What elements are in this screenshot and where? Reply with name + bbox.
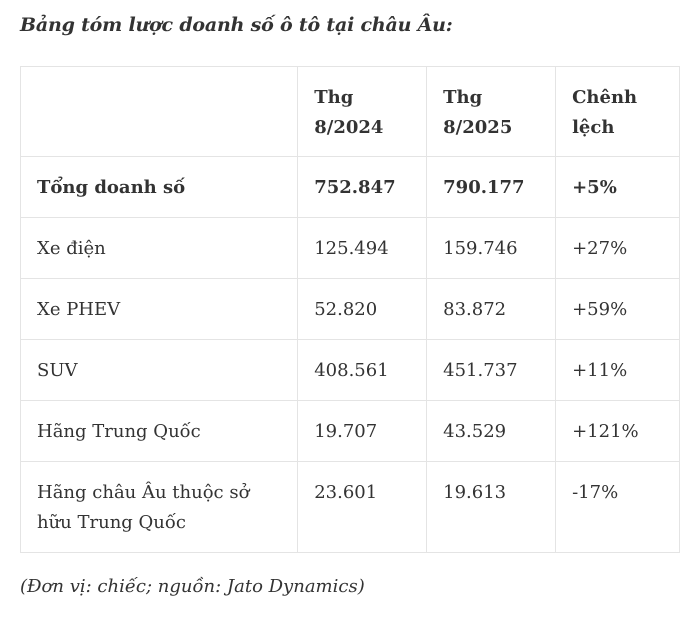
row-label: Tổng doanh số (21, 157, 298, 218)
row-label: Hãng châu Âu thuộc sở hữu Trung Quốc (21, 462, 298, 553)
cell-aug-2025: 43.529 (427, 401, 556, 462)
header-cell-aug-2024: Thg 8/2024 (298, 67, 427, 157)
cell-aug-2024: 408.561 (298, 340, 427, 401)
cell-change: +59% (556, 279, 680, 340)
table-row (21, 340, 680, 401)
cell-change: +5% (556, 157, 680, 218)
header-cell-empty (21, 67, 298, 157)
table-row (21, 279, 680, 340)
row-label: Xe điện (21, 218, 298, 279)
row-label: Hãng Trung Quốc (21, 401, 298, 462)
cell-change: +27% (556, 218, 680, 279)
cell-aug-2025: 451.737 (427, 340, 556, 401)
table-row (21, 157, 680, 218)
cell-change: +11% (556, 340, 680, 401)
table-header-row (21, 67, 680, 157)
cell-change: -17% (556, 462, 680, 553)
header-cell-aug-2025: Thg 8/2025 (427, 67, 556, 157)
table-row (21, 401, 680, 462)
row-label: SUV (21, 340, 298, 401)
sales-summary-table (20, 66, 680, 553)
cell-aug-2024: 125.494 (298, 218, 427, 279)
cell-aug-2024: 52.820 (298, 279, 427, 340)
source-note: (Đơn vị: chiếc; nguồn: Jato Dynamics) (20, 576, 365, 597)
cell-aug-2024: 19.707 (298, 401, 427, 462)
table-caption: Bảng tóm lược doanh số ô tô tại châu Âu: (20, 14, 453, 36)
cell-aug-2024: 23.601 (298, 462, 427, 553)
cell-aug-2025: 159.746 (427, 218, 556, 279)
table-row (21, 462, 680, 553)
cell-aug-2024: 752.847 (298, 157, 427, 218)
row-label: Xe PHEV (21, 279, 298, 340)
table-row (21, 218, 680, 279)
cell-aug-2025: 83.872 (427, 279, 556, 340)
cell-change: +121% (556, 401, 680, 462)
cell-aug-2025: 19.613 (427, 462, 556, 553)
header-cell-change: Chênh lệch (556, 67, 680, 157)
cell-aug-2025: 790.177 (427, 157, 556, 218)
